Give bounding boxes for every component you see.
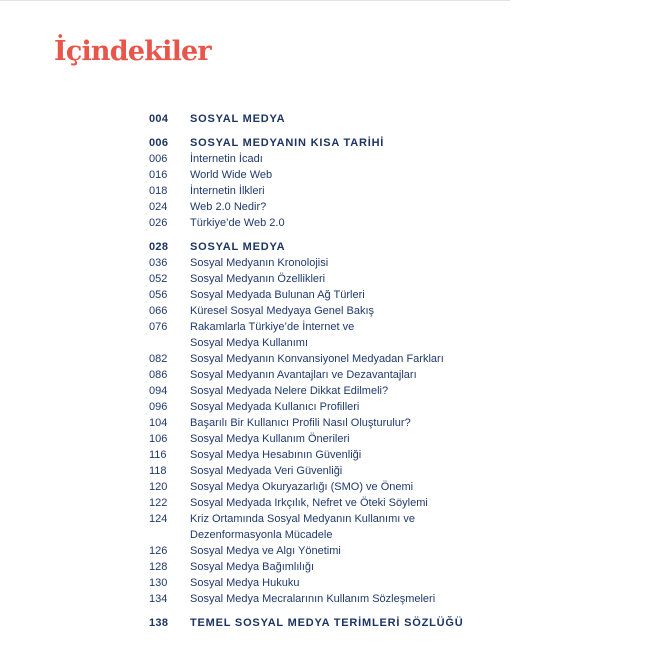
toc-page-number: 128 xyxy=(149,561,168,573)
toc-entry-title: Sosyal Medyada Irkçılık, Nefret ve Öteki Söylemi xyxy=(190,497,428,509)
toc-section-title: SOSYAL MEDYA xyxy=(190,241,286,253)
toc-section[interactable] xyxy=(149,615,479,631)
toc-page-number: 052 xyxy=(149,273,168,285)
toc-entry[interactable] xyxy=(149,511,479,543)
toc-entry-title: World Wide Web xyxy=(190,169,273,181)
toc-entry-title: Başarılı Bir Kullanıcı Profili Nasıl Oluşturulur? xyxy=(190,417,411,429)
toc-entry-title: Sosyal Medya Hukuku xyxy=(190,577,300,589)
toc-page-number: 016 xyxy=(149,169,168,181)
toc-page-number: 104 xyxy=(149,417,168,429)
toc-entry-title: Sosyal Medyada Nelere Dikkat Edilmeli? xyxy=(190,385,389,397)
toc-page-number: 138 xyxy=(149,617,169,629)
toc-entry[interactable] xyxy=(149,215,479,231)
toc-entry[interactable] xyxy=(149,167,479,183)
toc-entry-title: Küresel Sosyal Medyaya Genel Bakış xyxy=(190,305,375,317)
toc-page-number: 086 xyxy=(149,369,168,381)
toc-entry[interactable] xyxy=(149,151,479,167)
toc-entry-title: Sosyal Medya Mecralarının Kullanım Sözleşmeleri xyxy=(190,593,436,605)
toc-entry[interactable] xyxy=(149,399,479,415)
toc-entry-title: Sosyal Medya Kullanım Önerileri xyxy=(190,433,350,445)
toc-entry[interactable] xyxy=(149,575,479,591)
toc-section-title: TEMEL SOSYAL MEDYA TERİMLERİ SÖZLÜĞÜ xyxy=(190,617,464,629)
toc-entry-title-line-1: Kriz Ortamında Sosyal Medyanın Kullanımı ve xyxy=(190,513,415,525)
toc-page-number: 134 xyxy=(149,593,168,605)
toc-entry[interactable] xyxy=(149,183,479,199)
toc-section[interactable] xyxy=(149,239,479,255)
toc-entry[interactable] xyxy=(149,463,479,479)
toc-page-number: 094 xyxy=(149,385,168,397)
toc-entry-title-line-2: Dezenformasyonla Mücadele xyxy=(190,529,333,541)
toc-entry-title: Sosyal Medyanın Konvansiyonel Medyadan Farkları xyxy=(190,353,444,365)
toc-entry[interactable] xyxy=(149,367,479,383)
toc-entry-title: Sosyal Medyanın Avantajları ve Dezavantajları xyxy=(190,369,417,381)
toc-entry[interactable] xyxy=(149,591,479,607)
toc-page-number: 118 xyxy=(149,465,167,477)
toc-entry-title: Sosyal Medyanın Özellikleri xyxy=(190,273,326,285)
toc-entry-title: Sosyal Medya Hesabının Güvenliği xyxy=(190,449,362,461)
toc-page-number: 126 xyxy=(149,545,168,557)
toc-page-number: 056 xyxy=(149,289,168,301)
toc-entry[interactable] xyxy=(149,319,479,351)
toc-entry[interactable] xyxy=(149,255,479,271)
toc-entry-title xyxy=(190,511,479,543)
top-divider xyxy=(0,0,510,1)
toc-entry-title: Sosyal Medya ve Algı Yönetimi xyxy=(190,545,341,557)
toc-entry-title: Sosyal Medya Okuryazarlığı (SMO) ve Önemi xyxy=(190,481,414,493)
toc-entry[interactable] xyxy=(149,543,479,559)
toc-page-number: 120 xyxy=(149,481,168,493)
toc-entry-title: Sosyal Medyada Kullanıcı Profilleri xyxy=(190,401,360,413)
toc-entry[interactable] xyxy=(149,479,479,495)
toc-page-number: 106 xyxy=(149,433,168,445)
toc-entry[interactable] xyxy=(149,495,479,511)
toc-entry[interactable] xyxy=(149,415,479,431)
toc-page-number: 122 xyxy=(149,497,168,509)
toc-entry-title: Sosyal Medya Bağımlılığı xyxy=(190,561,315,573)
toc-entry[interactable] xyxy=(149,271,479,287)
toc-page-number: 096 xyxy=(149,401,168,413)
toc-page-number: 006 xyxy=(149,137,169,149)
toc-entry-title: Web 2.0 Nedir? xyxy=(190,201,267,213)
toc-entry[interactable] xyxy=(149,559,479,575)
toc-page-number: 028 xyxy=(149,241,169,253)
toc-page-number: 076 xyxy=(149,321,168,333)
toc-entry[interactable] xyxy=(149,287,479,303)
toc-entry-title xyxy=(190,319,479,351)
table-of-contents xyxy=(149,111,479,631)
toc-page-number: 026 xyxy=(149,217,168,229)
toc-page-number: 124 xyxy=(149,513,168,525)
toc-page-number: 024 xyxy=(149,201,168,213)
toc-entry[interactable] xyxy=(149,431,479,447)
toc-entry[interactable] xyxy=(149,383,479,399)
toc-section-title: SOSYAL MEDYA xyxy=(190,113,286,125)
toc-entry-title: Sosyal Medyada Bulunan Ağ Türleri xyxy=(190,289,365,301)
toc-page-number: 066 xyxy=(149,305,168,317)
toc-entry-title-line-2: Sosyal Medya Kullanımı xyxy=(190,337,308,349)
toc-section-title: SOSYAL MEDYANIN KISA TARİHİ xyxy=(190,137,385,149)
toc-entry[interactable] xyxy=(149,351,479,367)
toc-entry[interactable] xyxy=(149,199,479,215)
toc-page-number: 082 xyxy=(149,353,168,365)
page-title: İçindekiler xyxy=(54,36,211,67)
toc-page-number: 006 xyxy=(149,153,168,165)
toc-page-number: 018 xyxy=(149,185,168,197)
toc-page-number: 116 xyxy=(149,449,167,461)
toc-entry-title: İnternetin İcadı xyxy=(190,153,263,165)
toc-entry-title: İnternetin İlkleri xyxy=(190,185,265,197)
toc-entry-title-line-1: Rakamlarla Türkiye’de İnternet ve xyxy=(190,321,355,333)
toc-entry[interactable] xyxy=(149,303,479,319)
toc-entry-title: Sosyal Medyanın Kronolojisi xyxy=(190,257,329,269)
toc-entry-title: Sosyal Medyada Veri Güvenliği xyxy=(190,465,343,477)
toc-page-number: 130 xyxy=(149,577,168,589)
toc-section[interactable] xyxy=(149,111,479,127)
toc-entry[interactable] xyxy=(149,447,479,463)
toc-page-number: 036 xyxy=(149,257,168,269)
toc-page-number: 004 xyxy=(149,113,169,125)
toc-section[interactable] xyxy=(149,135,479,151)
toc-entry-title: Türkiye’de Web 2.0 xyxy=(190,217,285,229)
